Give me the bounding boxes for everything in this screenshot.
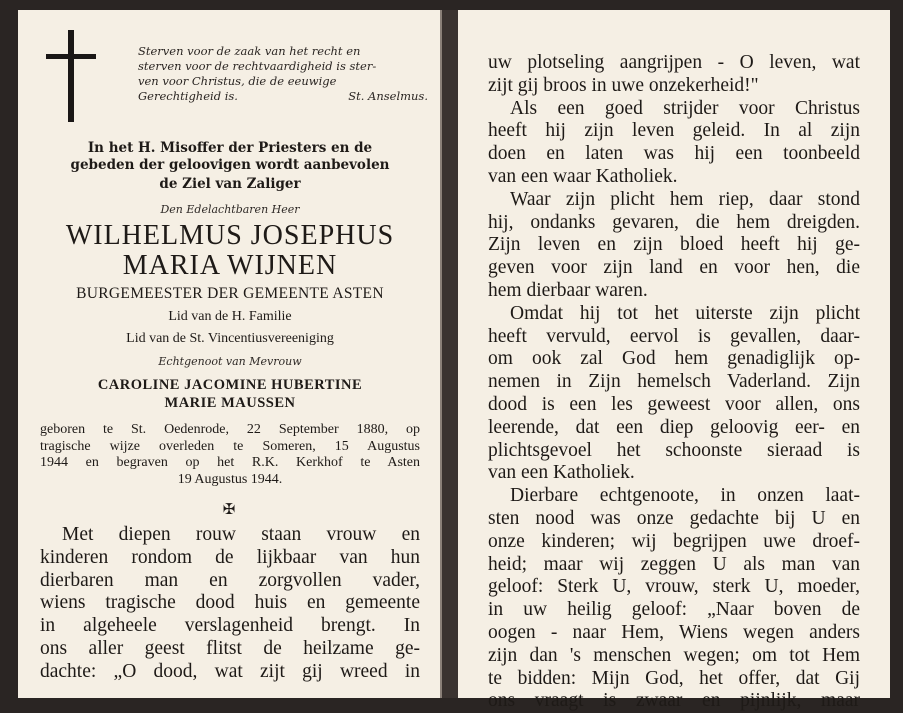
quote-author: St. Anselmus.	[348, 89, 428, 103]
dates-line: tragische wijze overleden te Someren, 15 Augustus	[40, 438, 420, 454]
membership-2: Lid van de St. Vincentiusvereeniging	[126, 331, 334, 346]
body-line: in algeheele verslagenheid brengt. In	[40, 615, 420, 637]
body-line: Dierbare echtgenoote, in onzen laat-	[510, 485, 860, 507]
intro-line: de Ziel van Zaliger	[159, 176, 301, 192]
right-body-text	[488, 52, 860, 713]
body-line: in uw heilig geloof: „Naar boven de	[488, 599, 860, 621]
body-line: uw plotseling aangrijpen - O leven, wat	[488, 52, 860, 73]
honorific: Den Edelachtbaren Heer	[160, 203, 300, 216]
quote-line: ven voor Christus, die de eeuwige	[138, 74, 337, 88]
body-line: Waar zijn plicht hem riep, daar stond	[510, 188, 860, 210]
dates-line: 1944 en begraven op het R.K. Kerkhof te Asten	[40, 455, 420, 470]
spouse-name-line: CAROLINE JACOMINE HUBERTINE	[97, 377, 363, 393]
deceased-name	[40, 221, 420, 281]
body-line: Omdat hij tot het uiterste zijn plicht	[510, 302, 860, 324]
intro-line: gebeden der geloovigen wordt aanbevolen	[70, 157, 390, 173]
name-line: MARIA WIJNEN	[122, 250, 338, 281]
body-line: ons vraagt is zwaar en pijnlijk, maar	[488, 690, 860, 712]
body-line: geloof: Sterk U, vrouw, sterk U, moeder,	[488, 576, 860, 598]
left-page	[18, 10, 442, 698]
body-line: te bidden: Mijn God, het offer, dat Gij	[488, 667, 860, 689]
body-line: hij, ondanks gevaren, die hem dreigden.	[488, 211, 860, 233]
body-line: heid; maar wij zeggen U als man van	[488, 553, 860, 575]
body-line: kinderen rondom de lijkbaar van hun	[40, 546, 420, 568]
body-line: leerende, dat een diep geloovig eer- en	[488, 416, 860, 438]
body-line: zijn dan 's menschen wegen; om tot Hem	[488, 644, 860, 666]
quote-line: Sterven voor de zaak van het recht en	[138, 44, 361, 58]
life-dates	[40, 422, 420, 488]
body-line: oogen - naar Hem, Wiens wegen anders	[488, 621, 860, 643]
body-line: onze kinderen; wij begrijpen uwe droef-	[488, 530, 860, 552]
dates-line: 19 Augustus 1944.	[177, 471, 283, 487]
body-line: Als een goed strijder voor Christus	[510, 97, 860, 119]
membership-1: Lid van de H. Familie	[168, 309, 292, 324]
body-line: doen en laten was hij een toonbeeld	[488, 143, 860, 165]
body-line: Zijn leven en zijn bloed heeft hij ge-	[488, 234, 860, 256]
body-line: van een waar Katholiek.	[488, 165, 678, 187]
body-line: dood is een les geweest voor allen, ons	[488, 393, 860, 415]
body-line: wiens tragische dood huis en gemeente	[40, 592, 420, 614]
body-line: heeft vervuld, eervol is gevallen, daar-	[488, 325, 860, 347]
intro-text	[40, 140, 420, 193]
maltese-cross-ornament: ✠	[222, 500, 236, 518]
quote-line: sterven voor de rechtvaardigheid is ster-	[138, 59, 377, 73]
spouse-name-line: MARIE MAUSSEN	[164, 395, 296, 411]
body-line: ons aller geest flitst de heilzame ge-	[40, 637, 420, 659]
body-line: van een Katholiek.	[488, 462, 635, 484]
body-line: dierbaren man en zorgvollen vader,	[40, 569, 420, 591]
spouse-name	[40, 376, 420, 412]
body-line: geven voor zijn land en voor hen, die	[488, 257, 860, 279]
card-fold-gap	[442, 10, 458, 698]
anselmus-quote	[138, 44, 428, 104]
dates-line: geboren te St. Oedenrode, 22 September 1880, op	[40, 422, 420, 437]
left-body-text	[40, 524, 420, 684]
right-page	[458, 10, 890, 712]
body-line: sten nood was onze gedachte bij U en	[488, 507, 860, 529]
body-line: zijt gij broos in uwe onzekerheid!"	[488, 74, 759, 96]
body-line: Met diepen rouw staan vrouw en	[62, 524, 420, 545]
body-line: heeft hij zijn leven geleid. In al zijn	[488, 120, 860, 142]
body-line: plichtsgevoel het schoonste sieraad is	[488, 439, 860, 461]
cross-icon	[46, 30, 96, 122]
spouse-intro: Echtgenoot van Mevrouw	[158, 355, 302, 368]
body-line: hem dierbaar waren.	[488, 279, 648, 301]
intro-line: In het H. Misoffer der Priesters en de	[87, 140, 373, 156]
body-line: om ook zal God hem genadiglijk op-	[488, 348, 860, 370]
name-line: WILHELMUS JOSEPHUS	[65, 220, 395, 251]
quote-line: Gerechtigheid is.	[138, 89, 238, 103]
body-line: nemen in Zijn hemelsch Vaderland. Zijn	[488, 371, 860, 393]
body-line: dachte: „O dood, wat zijt gij wreed in	[40, 660, 420, 682]
office-title: BURGEMEESTER DER GEMEENTE ASTEN	[76, 285, 384, 302]
